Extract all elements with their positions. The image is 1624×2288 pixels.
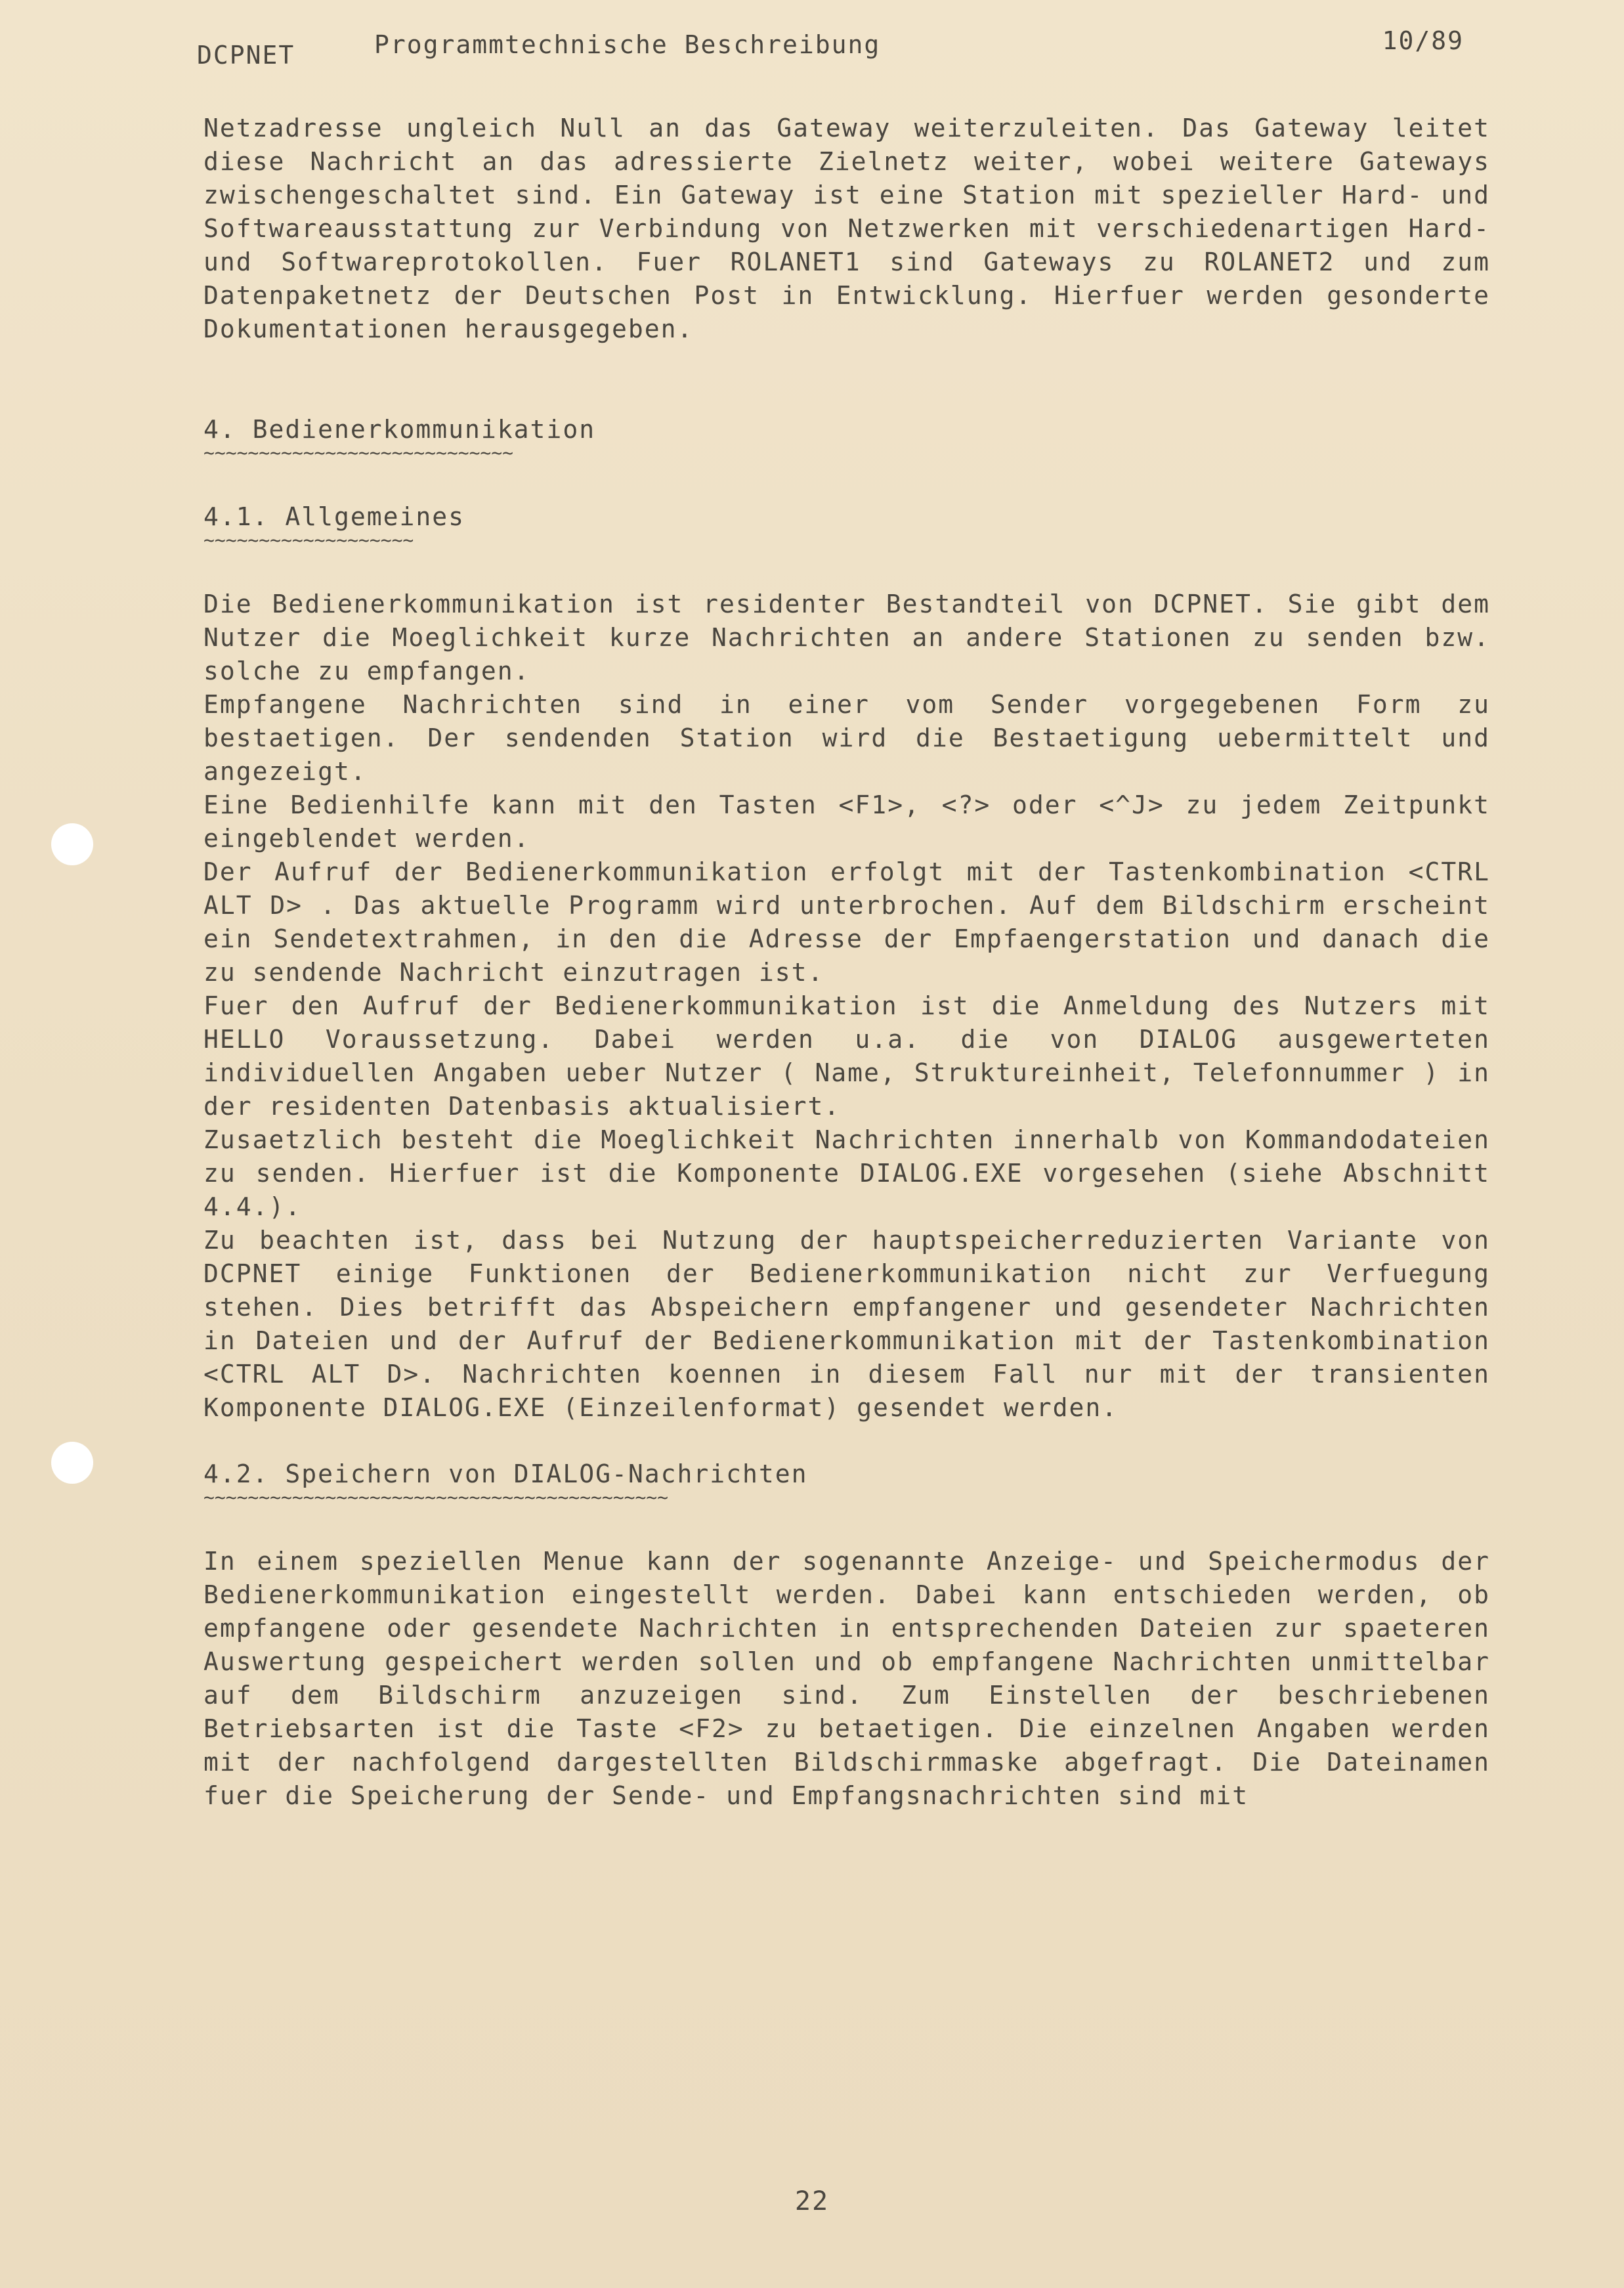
paragraph: Zu beachten ist, dass bei Nutzung der hauptspeicherreduzierten Variante von DCPNET einige Funktionen der Bedienerkommunikation nicht zur Verfuegung stehen. Dies betrifft das Abspeichern empfangener und gesendeter Nachrichten in Dateien und der Aufruf der Bedienerkommunikation mit der Tastenkombination <CTRL ALT D>. Nachrichten koennen in diesem Fall nur mit der transienten Komponente DIALOG.EXE (Einzeilenformat) gesendet werden. (203, 1226, 1490, 1422)
paragraph: Fuer den Aufruf der Bedienerkommunikation ist die Anmeldung des Nutzers mit HELLO Voraussetzung. Dabei werden u.a. die von DIALOG ausgewerteten individuellen Angaben ueber Nutzer ( Name, Struktureinheit, Telefonnummer ) in der residenten Datenbasis aktualisiert. (203, 991, 1490, 1121)
paragraph: In einem speziellen Menue kann der sogenannte Anzeige- und Speichermodus der Bedienerkommunikation eingestellt werden. Dabei kann entschieden werden, ob empfangene oder gesendete Nachrichten in entsprechenden Dateien zur spaeteren Auswertung gespeichert werden sollen und ob empfangene Nachrichten unmittelbar auf dem Bildschirm anzuzeigen sind. Zum Einstellen der beschriebenen Betriebsarten ist die Taste <F2> zu betaetigen. Die einzelnen Angaben werden mit der nachfolgend dargestellten Bildschirmmaske abgefragt. Die Dateinamen fuer die Speicherung der Sende- und Empfangsnachrichten sind mit (203, 1547, 1490, 1810)
section-heading-4: 4. Bedienerkommunikation (203, 415, 596, 444)
page-content (203, 112, 1490, 1813)
paragraph: Der Aufruf der Bedienerkommunikation erfolgt mit der Tastenkombination <CTRL ALT D> . Das aktuelle Programm wird unterbrochen. Auf dem Bildschirm erscheint ein Sendetextrahmen, in den die Adresse der Empfaengerstation und danach die zu sendende Nachricht einzutragen ist. (203, 857, 1490, 987)
heading-underline: ~~~~~~~~~~~~~~~~~~~~~~~~~~~~~~~~~~~~~~~~~~ (203, 1491, 669, 1504)
punch-hole (51, 823, 93, 865)
paragraph: Zusaetzlich besteht die Moeglichkeit Nachrichten innerhalb von Kommandodateien zu senden. Hierfuer ist die Komponente DIALOG.EXE vorgesehen (siehe Abschnitt 4.4.). (203, 1125, 1490, 1221)
paragraph: Empfangene Nachrichten sind in einer vom Sender vorgegebenen Form zu bestaetigen. Der sendenden Station wird die Bestaetigung uebermittelt und angezeigt. (203, 690, 1490, 786)
heading-underline: ~~~~~~~~~~~~~~~~~~~ (203, 534, 414, 547)
header-product: DCPNET (197, 41, 295, 70)
section-heading-4-2: 4.2. Speichern von DIALOG-Nachrichten (203, 1459, 808, 1488)
paragraph-intro: Netzadresse ungleich Null an das Gateway weiterzuleiten. Das Gateway leitet diese Nachricht an das adressierte Zielnetz weiter, wobei weitere Gateways zwischengeschaltet sind. Ein Gateway ist eine Station mit spezieller Hard- und Softwareausstattung zur Verbindung von Netzwerken mit verschiedenartigen Hard- und Softwareprotokollen. Fuer ROLANET1 sind Gateways zu ROLANET2 und zum Datenpaketnetz der Deutschen Post in Entwicklung. Hierfuer werden gesonderte Dokumentationen herausgegeben. (203, 114, 1490, 343)
punch-hole (51, 1442, 93, 1484)
section-heading-4-1: 4.1. Allgemeines (203, 502, 465, 531)
heading-underline: ~~~~~~~~~~~~~~~~~~~~~~~~~~~~ (203, 446, 514, 460)
header-date: 10/89 (1382, 26, 1464, 55)
page-number: 22 (794, 2186, 830, 2216)
header-title: Programmtechnische Beschreibung (374, 30, 881, 59)
paragraph: Eine Bedienhilfe kann mit den Tasten <F1>, <?> oder <^J> zu jedem Zeitpunkt eingeblendet werden. (203, 790, 1490, 853)
paragraph: Die Bedienerkommunikation ist residenter Bestandteil von DCPNET. Sie gibt dem Nutzer die Moeglichkeit kurze Nachrichten an andere Stationen zu senden bzw. solche zu empfangen. (203, 590, 1490, 685)
